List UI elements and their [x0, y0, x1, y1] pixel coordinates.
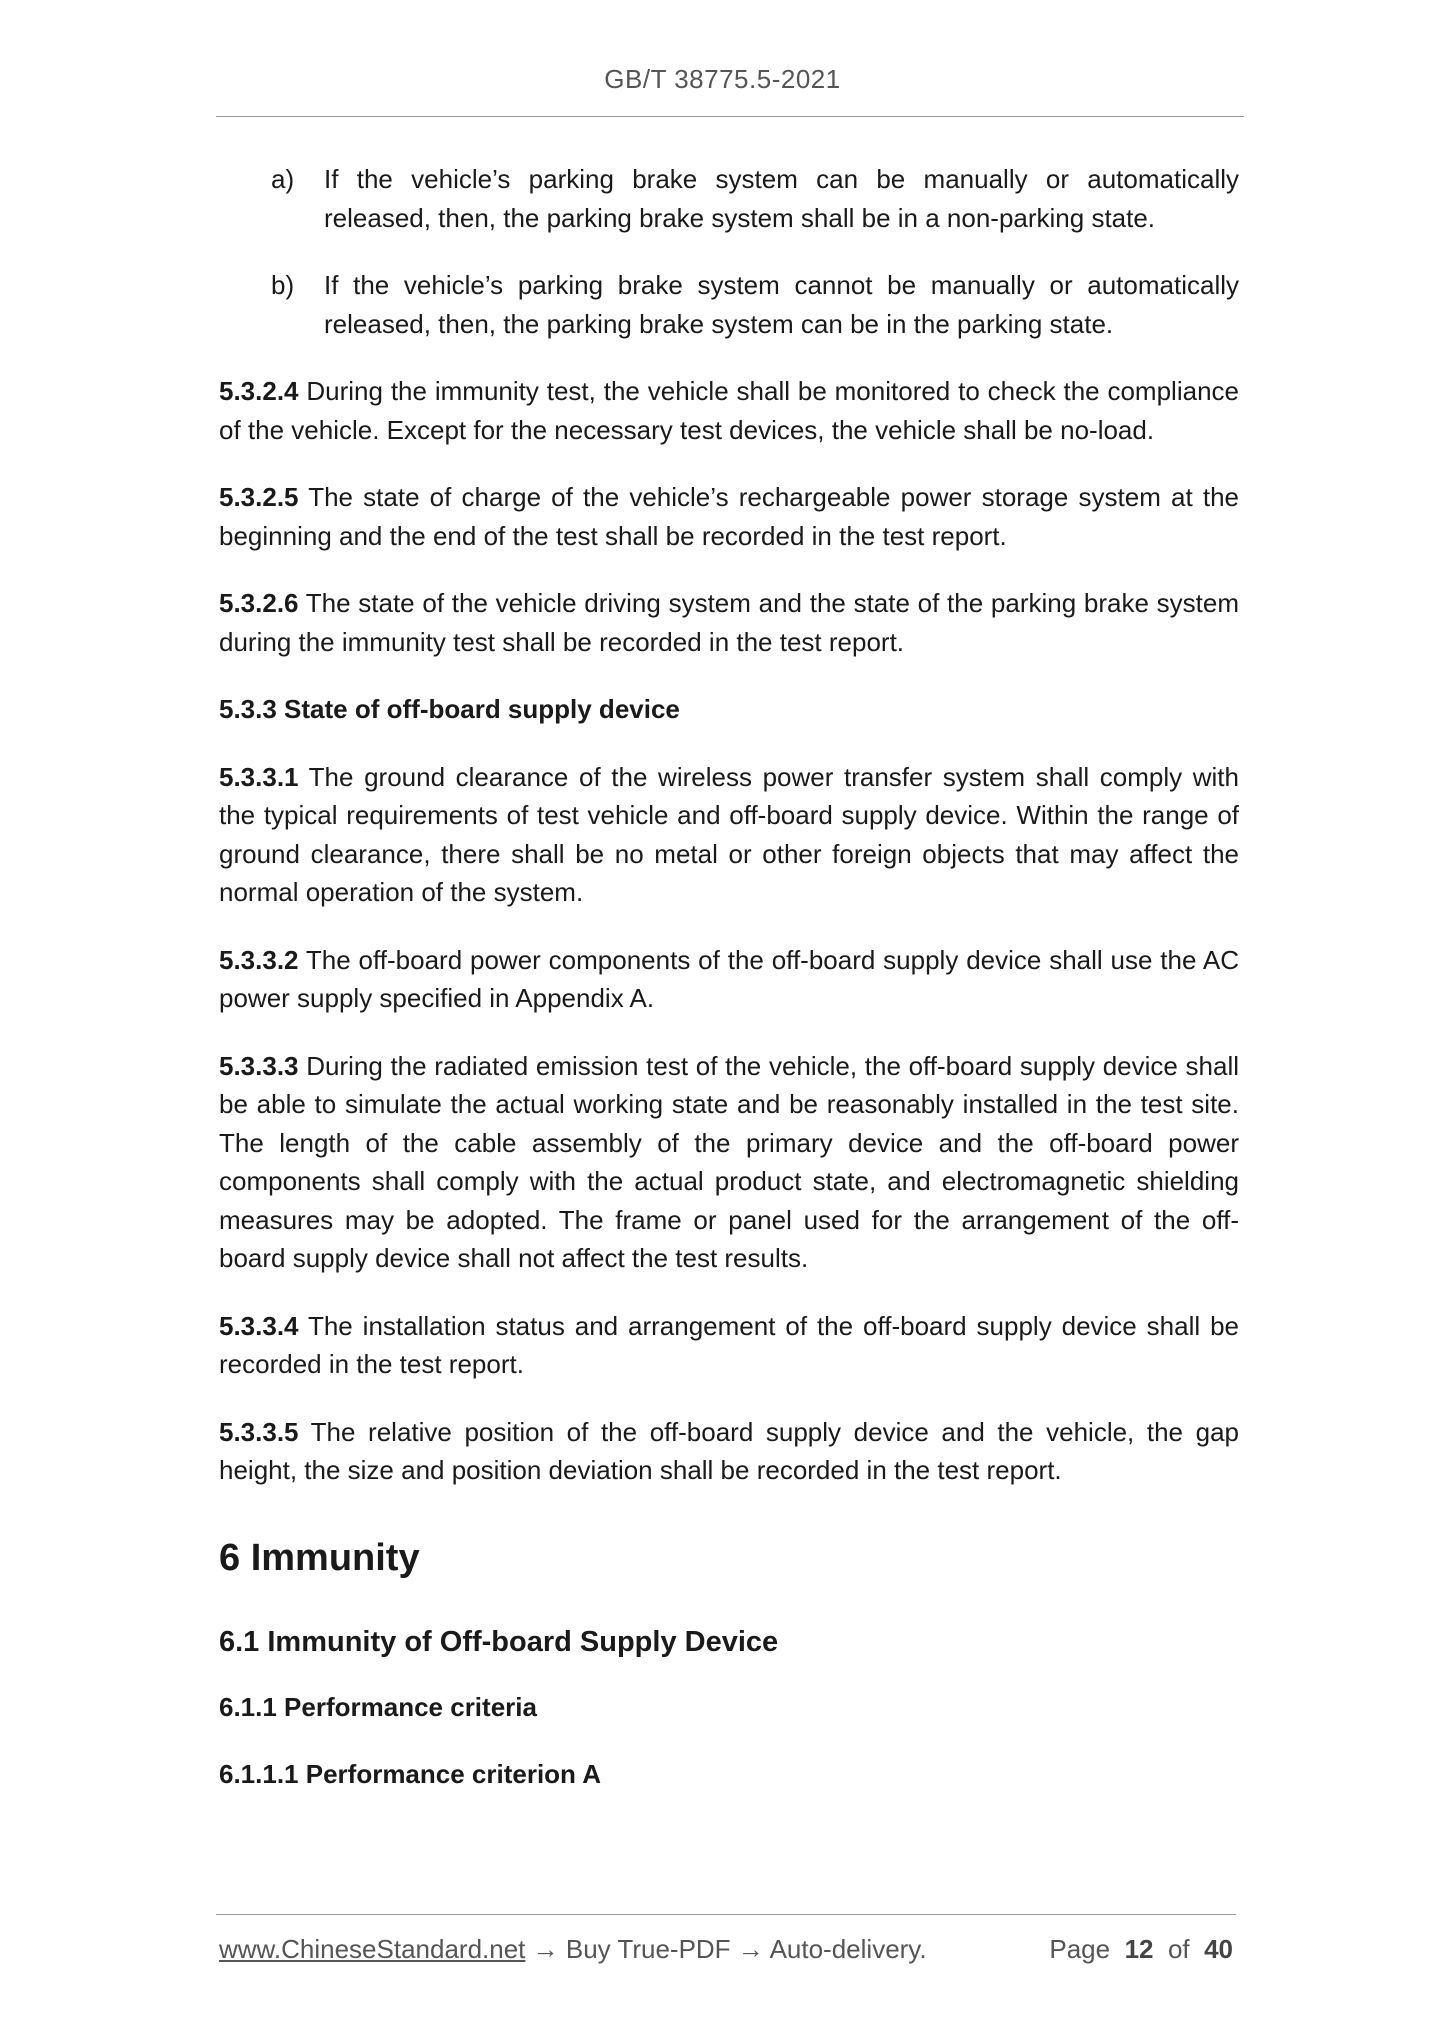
of-word: of [1167, 1934, 1190, 1964]
footer-promo-text: → Buy True-PDF → Auto-delivery. [525, 1934, 927, 1964]
total-pages: 40 [1204, 1934, 1233, 1964]
page-word: Page [1049, 1934, 1111, 1964]
clause-text: The off-board power components of the off-board supply device shall use the AC power supply specified in Appendix A. [219, 944, 1239, 1013]
website-link[interactable]: www.ChineseStandard.net [219, 1934, 526, 1964]
clause-5-3-2-4 [219, 372, 1239, 449]
clause-5-3-3-2 [219, 941, 1239, 1018]
list-item-a [219, 160, 1239, 237]
clause-number: 5.3.2.4 [219, 376, 299, 406]
clause-5-3-3-5 [219, 1413, 1239, 1490]
heading-6-1-1: 6.1.1 Performance criteria [219, 1691, 537, 1722]
current-page-number: 12 [1124, 1934, 1154, 1964]
clause-number: 5.3.3.4 [219, 1310, 299, 1341]
clause-5-3-3-3 [219, 1047, 1239, 1278]
clause-5-3-3-1 [219, 758, 1239, 912]
clause-text: The installation status and arrangement of the off-board supply device shall be recorded in the test report. [219, 1310, 1239, 1379]
clause-number: 5.3.3.3 [219, 1050, 299, 1081]
clause-text: The ground clearance of the wireless power transfer system shall comply with the typical requirements of test vehicle and off-board supply device. Within the range of ground clearance, there shall be no metal or other foreign objects that may affect the normal operation of the system. [219, 761, 1239, 907]
page-indicator [1049, 1934, 1233, 1965]
clause-number: 5.3.2.6 [219, 588, 299, 618]
footer-promo [219, 1934, 927, 1964]
header-divider [216, 116, 1244, 117]
list-item-b [219, 266, 1239, 343]
list-item-text: If the vehicle’s parking brake system cannot be manually or automatically released, then, the parking brake system can be in the parking state. [324, 270, 1239, 339]
heading-6: 6 Immunity [219, 1536, 420, 1579]
document-body [219, 160, 1239, 1823]
clause-text: During the immunity test, the vehicle shall be monitored to check the compliance of the vehicle. Except for the necessary test devices, the vehicle shall be no-load. [219, 376, 1239, 445]
list-item-text: If the vehicle’s parking brake system can be manually or automatically released, then, the parking brake system shall be in a non-parking state. [324, 164, 1239, 233]
clause-5-3-2-5 [219, 478, 1239, 555]
clause-number: 5.3.2.5 [219, 482, 299, 512]
clause-text: The state of charge of the vehicle’s rechargeable power storage system at the beginning and the end of the test shall be recorded in the test report. [219, 482, 1239, 551]
clause-text: During the radiated emission test of the vehicle, the off-board supply device shall be able to simulate the actual working state and be reasonably installed in the test site. The length of the cable assembly of the primary device and the off-board power components shall comply with the actual product state, and electromagnetic shielding measures may be adopted. The frame or panel used for the arrangement of the off-board supply device shall not affect the test results. [219, 1050, 1239, 1273]
footer-divider [216, 1914, 1236, 1915]
clause-5-3-2-6 [219, 584, 1239, 661]
heading-6-1-1-1: 6.1.1.1 Performance criterion A [219, 1759, 601, 1789]
clause-number: 5.3.3.1 [219, 761, 299, 792]
document-header-id: GB/T 38775.5-2021 [604, 64, 841, 94]
clause-text: The relative position of the off-board supply device and the vehicle, the gap height, the size and position deviation shall be recorded in the test report. [219, 1416, 1239, 1485]
heading-5-3-3: 5.3.3 State of off-board supply device [219, 694, 680, 724]
clause-5-3-3-4 [219, 1307, 1239, 1384]
page-footer [219, 1934, 1233, 1965]
clause-number: 5.3.3.5 [219, 1416, 299, 1447]
list-item-label: b) [271, 270, 295, 300]
clause-text: The state of the vehicle driving system and the state of the parking brake system during the immunity test shall be recorded in the test report. [219, 588, 1239, 657]
list-item-label: a) [271, 164, 295, 194]
heading-6-1: 6.1 Immunity of Off-board Supply Device [219, 1625, 779, 1658]
clause-number: 5.3.3.2 [219, 944, 299, 975]
